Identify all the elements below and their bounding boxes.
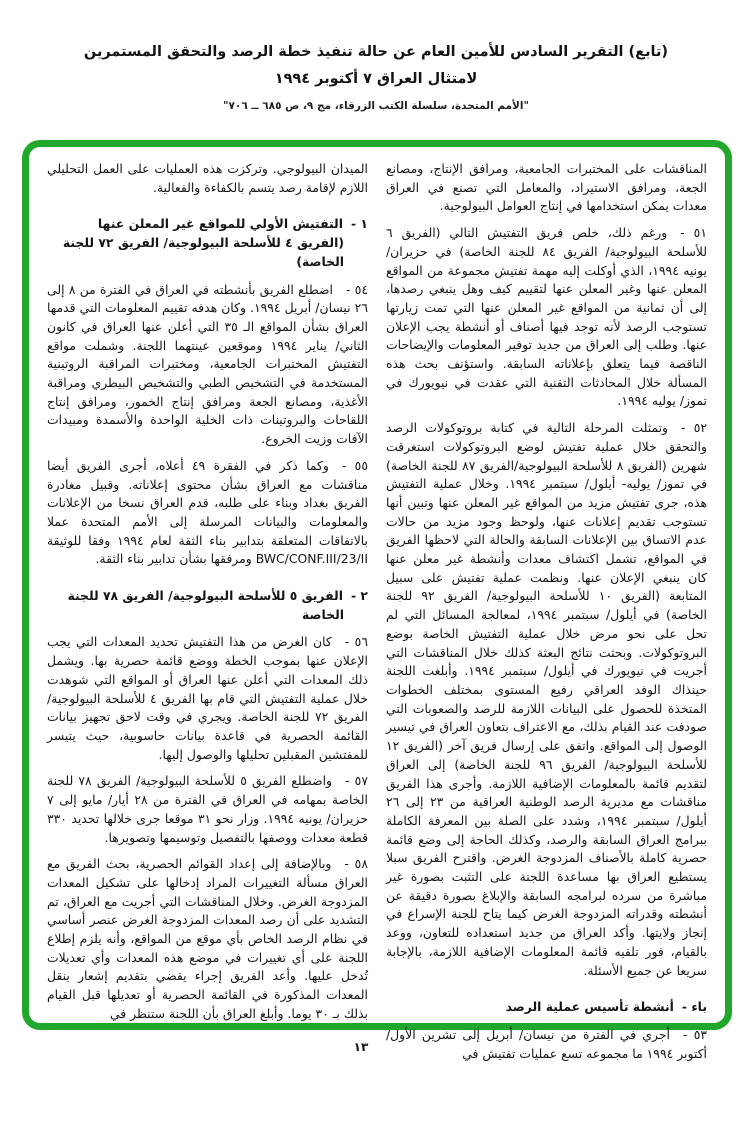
heading-text: الفريق ٥ للأسلحة البيولوجية/ الفريق ٧٨ للجنة الخاصة xyxy=(67,588,344,622)
paragraph-number: ٥٤ - xyxy=(345,281,368,297)
paragraph-number: ٥٥ - xyxy=(341,457,368,473)
report-subtitle: لامتثال العراق ٧ أكتوبر ١٩٩٤ xyxy=(274,71,478,87)
report-title: (تابع) التقرير السادس للأمين العام عن حالة تنفيذ خطة الرصد والتحقق المستمرين xyxy=(83,44,669,60)
paragraph-text: أجري في الفترة من نيسان/ أبريل إلى تشرين الأول/ أكتوبر ١٩٩٤ ما مجموعه تسع عمليات تفتيش في xyxy=(386,1026,707,1061)
paragraph xyxy=(386,224,707,411)
heading-text: التفتيش الأولي للمواقع غير المعلن عنها (الفريق ٤ للأسلحة البيولوجية/ الفريق ٧٢ للجنة الخاصة) xyxy=(62,216,344,269)
source-citation: "الأمم المتحدة، سلسلة الكتب الزرقاء، مج ٩، ص ٦٨٥ ــ ٧٠٦" xyxy=(223,100,529,112)
paragraph-text: كان الغرض من هذا التفتيش تحديد المعدات التي يجب الإعلان عنها بموجب الخطة ووضع قائمة حصرية بها. ويشمل ذلك المعدات التي أعلن عنها العراق أو المواقع التي شوهدت خلال عملية التفتيش التي قام بها الفريق ٤ للأسلحة البيولوجية/ الفريق ٧٢ للجنة الخاصة. ويجري في وقت لاحق تجهيز بيانات القائمة الحصرية في قاعدة بيانات حاسوبية، حيث يتيسر للمفتشين المقبلين تحليلها والوصول إليها. xyxy=(47,634,369,762)
page-number: ١٣ xyxy=(353,1040,369,1054)
paragraph-number: ٥٢ - xyxy=(681,420,707,436)
paragraph-number: ٥١ - xyxy=(680,225,707,241)
paragraph-text: واضطلع الفريق ٥ للأسلحة البيولوجية/ الفريق ٧٨ للجنة الخاصة بمهامه في العراق في الفترة من ٢٨ أيار/ مايو إلى ٧ حزيران/ يونيه ١٩٩٤. وزار نحو ٣١ موقعا جرى خلالها تحديد ٣٣٠ قطعة معدات ووصفها بالتفصيل وتوسيمها وتصويرها. xyxy=(47,773,368,845)
heading-text: أنشطة تأسيس عملية الرصد xyxy=(505,999,674,1015)
section-heading xyxy=(47,587,368,624)
paragraph-text: وكما ذكر في الفقرة ٤٩ أعلاه، أجرى الفريق أيضا مناقشات مع العراق بشأن محتوى إعلاناته. وقبيل مغادرة الفريق بغداد وبناء على طلبه، قدم العراق نسخا من الإعلانات والمعلومات والبيانات المرسلة إلى الأمم المتحدة عملا بالاتفاقات المتعلقة بتدابير بناء الثقة لعام ١٩٩٤ وفقا للوثيقة BWC/CONF.III/23/II ومرفقها بشأن تدابير بناء الثقة. xyxy=(47,457,368,567)
paragraph xyxy=(386,160,707,216)
column-left xyxy=(47,160,369,1021)
paragraph-text: اضطلع الفريق بأنشطته في العراق في الفترة من ٨ إلى ٢٦ نيسان/ أبريل ١٩٩٤. وكان هدفه تقييم المعلومات التي قدمها العراق بشأن المواقع الـ ٣٥ التي أعلن عنها العراق في كانون الثاني/ يناير ١٩٩٤ وموقعين عينتهما اللجنة. وشملت مواقع التفتيش المختبرات الجامعية، ومختبرات المراقبة الروتينية المستخدمة في التشخيص الطبي والتشخيص البيطري ومراقبة الأغذية، ومصانع الجعة ومرافق إنتاج الخمور، ومرافق إنتاج اللقاحات والبروتينات ذات الخلية الواحدة والأسمدة ومبيدات الآفات وزيت الخروع. xyxy=(47,281,368,447)
paragraph xyxy=(47,633,368,764)
section-heading xyxy=(386,998,707,1017)
column-right xyxy=(386,160,708,1061)
paragraph-number: ٢ - xyxy=(350,588,368,604)
paragraph-text: المناقشات على المختبرات الجامعية، ومرافق الإنتاج، ومصانع الجعة، ومرافق الاستيراد، والمعامل التي تصنع في العراق معدات يمكن استخدامها في إنتاج العوامل البيولوجية. xyxy=(386,161,707,214)
paragraph-number: ١ - xyxy=(350,216,368,232)
paragraph xyxy=(47,160,368,197)
paragraph-number: ٥٨ - xyxy=(344,856,368,872)
document-header xyxy=(0,44,752,112)
paragraph-text: الميدان البيولوجي. وتركزت هذه العمليات على العمل التحليلي اللازم لإقامة رصد يتسم بالكفاءة والفعالية. xyxy=(47,161,368,195)
paragraph xyxy=(47,457,368,569)
paragraph-number: ٥٣ - xyxy=(682,1026,707,1042)
paragraph xyxy=(47,855,368,1023)
section-heading xyxy=(47,215,368,271)
paragraph-number: باء - xyxy=(681,999,707,1015)
paragraph-number: ٥٦ - xyxy=(344,634,368,650)
paragraph-text: ورغم ذلك، خلص فريق التفتيش التالي (الفريق ٦ للأسلحة البيولوجية/ الفريق ٨٤ للجنة الخاصة) في حزيران/ يونيه ١٩٩٤، الذي أوكلت إليه مهمة تفتيش مجموعة من المواقع المعلن عنها وغير المعلن عنها لتقييم كيف وهل ينبغي رصدها، إلى أن ثمانية من المواقع غير المعلن عنها التي تمت زيارتها تستوجب الرصد لأنه توجد فيها أصناف أو أنشطة يجب الإعلان عنها. وطلب إلى العراق من جديد توفير المعلومات والإيضاحات الناقصة فيما يتعلق بإعلاناته السابقة. واستؤنف بحث هذه المسألة خلال المحادثات التقنية التي عقدت في نيويورك في تموز/ يوليه ١٩٩٤. xyxy=(386,225,707,409)
paragraph-text: وبالإضافة إلى إعداد القوائم الحصرية، بحث الفريق مع العراق مسألة التغييرات المراد إدخالها على تشكيل المعدات المزدوجة الغرض. وخلال المناقشات التي أجريت مع العراق، تم التشديد على أن رصد المعدات المزدوجة الغرض عنصر أساسي في نظام الرصد الخاص بأي موقع من المواقع، وأنه يلزم إطلاع اللجنة على أي تغييرات في موضع هذه المعدات وأي تعديلات تُدخل عليها. وأعد الفريق إجراء يقضي بتقديم إشعار بنقل المعدات المذكورة في القائمة الحصرية أو تعديلها قبل القيام بذلك بـ ٣٠ يوما. وأبلغ العراق بأن اللجنة ستنظر في xyxy=(47,856,368,1021)
paragraph-text: وتمثلت المرحلة التالية في كتابة بروتوكولات الرصد والتحقق خلال عملية تفتيش لوضع البروتوكولات استغرقت شهرين (الفريق ٨ للأسلحة البيولوجية/الفريق ٨٧ للجنة الخاصة) في تموز/ يوليه- أيلول/ سبتمبر ١٩٩٤. وخلال عملية التفتيش هذه، جرى تفتيش مزيد من المواقع غير المعلن عنها وتبين أنها تستوجب تقديم إعلانات عنها، ولوحظ وجود مزيد من حالات عدم الاتساق بين الإعلانات السابقة والحالة التي لاحظها الفريق في المواقع، تشمل اكتشاف معدات وأنشطة غير معلن عنها كان ينبغي الإعلان عنها. ونظمت عملية تفتيش على سبيل المتابعة (الفريق ١٠ للأسلحة البيولوجية/ الفريق ٩٢ للجنة الخاصة) في أيلول/ سبتمبر ١٩٩٤، لمعالجة المسائل التي لم تحل على نحو مرض خلال عملية التفتيش الخاصة بوضع البروتوكولات. وبحثت نتائج البعثة كذلك خلال المناقشات التي أجريت في نيويورك في أيلول/ سبتمبر ١٩٩٤. وأبلغت اللجنة حينذاك الوفد العراقي رفيع المستوى بمختلف الخطوات المتخذة للحصول على البيانات اللازمة للرصد والصعوبات التي صودفت عند القيام بذلك، مع الاعتراف بتعاون العراق في تيسير الوصول إلى المواقع. واتفق على إرسال فريق آخر (الفريق ١٢ للأسلحة البيولوجية/ الفريق ٩٦ للجنة الخاصة) إلى العراق لتقديم قائمة بالمعلومات الإضافية اللازمة. وأجرى هذا الفريق مناقشات مع مديرية الرصد الوطنية العراقية من ٢٣ إلى ٢٦ أيلول/ سبتمبر ١٩٩٤، وشدد على الصلة بين المعرفة الكاملة ببرامج العراق السابقة والرصد، وكذلك الحاجة إلى وضع قائمة حصرية كاملة بالأصناف المزدوجة الغرض. واقترح الفريق سبلا يستطيع العراق بها مساعدة اللجنة على التثبت بصورة غير مباشرة من سرده لبرامجه السابقة والإبلاغ بصورة دقيقة عن أنشطته وقدراته المزدوجة الغرض كيما يتاح للجنة الإسراع في إنجاز ولايتها. وأكد العراق من جديد استعداده للتعاون، ووعد بالقيام، فور تلقيه قائمة المعلومات الإضافية اللازمة، بالإجابة سريعا عن جميع الأسئلة. xyxy=(386,420,708,978)
paragraph xyxy=(386,419,707,980)
paragraph xyxy=(47,772,368,847)
paragraph xyxy=(47,281,368,449)
paragraph-number: ٥٧ - xyxy=(345,773,368,789)
